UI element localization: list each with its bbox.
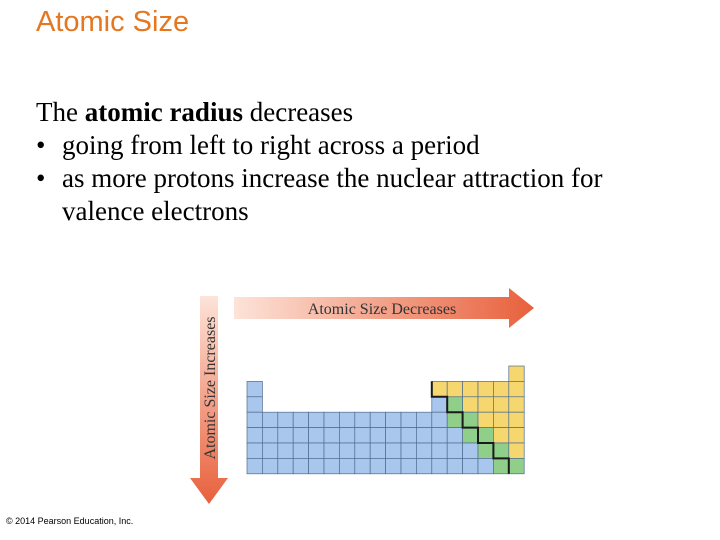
element-cell [432, 458, 447, 473]
element-cell [509, 397, 524, 412]
element-cell [493, 428, 508, 443]
element-cell [339, 412, 354, 427]
size-increases-label: Atomic Size Increases [202, 316, 219, 460]
element-cell [262, 458, 277, 473]
element-cell [370, 412, 385, 427]
element-cell [278, 412, 293, 427]
element-cell [339, 443, 354, 458]
element-cell [509, 458, 524, 473]
element-cell [247, 397, 262, 412]
element-cell [447, 397, 462, 412]
element-cell [463, 458, 478, 473]
element-cell [463, 412, 478, 427]
element-cell [493, 412, 508, 427]
slide-title: Atomic Size [36, 6, 190, 38]
element-cell [478, 397, 493, 412]
element-cell [324, 428, 339, 443]
element-cell [401, 443, 416, 458]
element-cell [309, 443, 324, 458]
element-cell [447, 412, 462, 427]
element-cell [293, 458, 308, 473]
element-cell [247, 443, 262, 458]
bullet-dot: • [36, 130, 46, 160]
element-cell [447, 428, 462, 443]
element-cell [432, 412, 447, 427]
element-cell [416, 458, 431, 473]
element-cell [432, 443, 447, 458]
element-cell [478, 443, 493, 458]
element-cell [386, 458, 401, 473]
element-cell [463, 428, 478, 443]
element-cell [401, 412, 416, 427]
element-cell [309, 428, 324, 443]
element-cell [447, 458, 462, 473]
element-cell [432, 381, 447, 396]
element-cell [509, 366, 524, 381]
element-cell [355, 458, 370, 473]
element-cell [478, 458, 493, 473]
element-cell [386, 443, 401, 458]
element-cell [416, 443, 431, 458]
element-cell [416, 412, 431, 427]
copyright-notice: © 2014 Pearson Education, Inc. [6, 516, 134, 526]
element-cell [447, 381, 462, 396]
intro-bold-term: atomic radius [84, 97, 243, 127]
element-cell [509, 443, 524, 458]
element-cell [324, 412, 339, 427]
element-cell [432, 397, 447, 412]
bullet-text: as more protons increase the nuclear attraction for valence electrons [62, 163, 603, 226]
element-cell [509, 381, 524, 396]
element-cell [355, 412, 370, 427]
element-cell [370, 428, 385, 443]
element-cell [247, 428, 262, 443]
element-cell [278, 428, 293, 443]
element-cell [478, 381, 493, 396]
element-cell [293, 412, 308, 427]
element-cell [493, 443, 508, 458]
element-cell [278, 458, 293, 473]
periodic-table-grid [247, 366, 524, 474]
element-cell [324, 443, 339, 458]
bullet-dot: • [36, 163, 46, 193]
element-cell [463, 381, 478, 396]
element-cell [401, 428, 416, 443]
element-cell [447, 443, 462, 458]
element-cell [416, 428, 431, 443]
element-cell [370, 458, 385, 473]
element-cell [478, 412, 493, 427]
element-cell [247, 412, 262, 427]
element-cell [339, 428, 354, 443]
element-cell [463, 397, 478, 412]
element-cell [401, 458, 416, 473]
element-cell [262, 428, 277, 443]
element-cell [355, 443, 370, 458]
element-cell [339, 458, 354, 473]
element-cell [262, 443, 277, 458]
element-cell [309, 458, 324, 473]
element-cell [478, 428, 493, 443]
element-cell [355, 428, 370, 443]
element-cell [278, 443, 293, 458]
element-cell [293, 443, 308, 458]
element-cell [309, 412, 324, 427]
element-cell [386, 412, 401, 427]
element-cell [432, 428, 447, 443]
element-cell [509, 428, 524, 443]
element-cell [370, 443, 385, 458]
element-cell [262, 412, 277, 427]
element-cell [509, 412, 524, 427]
size-decreases-label: Atomic Size Decreases [307, 301, 457, 318]
element-cell [493, 397, 508, 412]
element-cell [247, 458, 262, 473]
element-cell [493, 458, 508, 473]
element-cell [493, 381, 508, 396]
element-cell [324, 458, 339, 473]
bullet-text: going from left to right across a period [62, 130, 480, 160]
element-cell [247, 381, 262, 396]
intro-prefix: The [36, 97, 85, 127]
intro-suffix: decreases [242, 97, 354, 127]
element-cell [293, 428, 308, 443]
element-cell [386, 428, 401, 443]
element-cell [463, 443, 478, 458]
